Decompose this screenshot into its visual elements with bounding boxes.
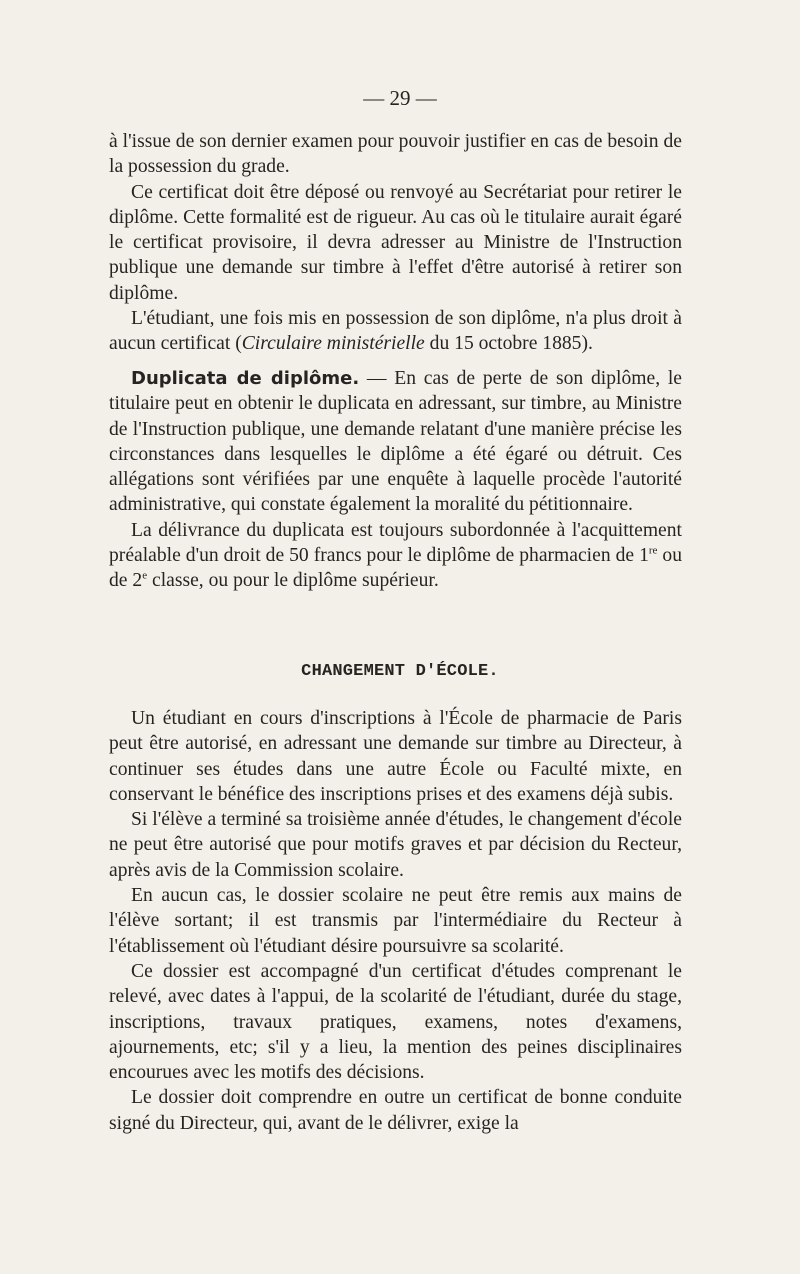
text-run: du 15 octobre 1885). <box>424 333 593 355</box>
text-run: — En cas de perte de son diplôme, le titulaire peut en obtenir le duplicata en adressant, sur timbre, au Ministre de l'Instruction publique, une demande relatant d'une manière précise les circonstances dans lesquelles le diplôme a été égaré ou détruit. Ces allégations sont vérifiées par une enquête à laquelle procède l'autorité administrative, qui constate également la moralité du pétitionnaire. <box>109 368 682 516</box>
duplicata-run-in-heading: Duplicata de diplôme. <box>131 368 360 389</box>
text-run: ou de 2 <box>109 545 682 592</box>
text-run: classe, ou pour le diplôme supérieur. <box>147 570 439 592</box>
paragraph-dossier-contents: Ce dossier est accompagné d'un certificat d'études comprenant le relevé, avec dates à l'appui, de la scolarité de l'étudiant, durée du stage, inscriptions, travaux pratiques, examens, notes d'examens, ajournements, etc; s'il y a lieu, la mention des peines disciplinaires encourues avec les motifs des décisions. <box>109 960 682 1084</box>
paragraph-duplicata-fee <box>109 518 682 594</box>
paragraph-certificate-deposit: Ce certificat doit être déposé ou renvoyé au Secrétariat pour retirer le diplôme. Cette formalité est de rigueur. Au cas où le titulaire aurait égaré le certificat provisoire, il devra adresser au Ministre de l'Instruction publique une demande sur timbre à l'effet d'être autorisé à retirer son diplôme. <box>109 181 682 304</box>
circular-citation: Circulaire ministérielle <box>241 333 425 355</box>
paragraph-duplicata <box>109 366 682 518</box>
text-run: La délivrance du duplicata est toujours subordonnée à l'acquittement préalable d'un droit de 50 francs pour le diplôme de pharmacien de 1 <box>109 519 682 567</box>
school-change-section <box>109 706 682 1136</box>
paragraph-transfer: Un étudiant en cours d'inscriptions à l'École de pharmacie de Paris peut être autorisé, en adressant une demande sur timbre au Directeur, à continuer ses études dans une autre École ou Faculté mixte, en conservant le bénéfice des inscriptions prises et des examens déjà subis. <box>109 708 682 805</box>
paragraph-continuation: à l'issue de son dernier examen pour pouvoir justifier en cas de besoin de la possession du grade. <box>109 131 682 178</box>
section-heading: CHANGEMENT D'ÉCOLE. <box>301 662 499 681</box>
superscript: e <box>142 569 148 582</box>
paragraph-dossier-transmission: En aucun cas, le dossier scolaire ne peut être remis aux mains de l'élève sortant; il est transmis par l'intermédiaire du Recteur à l'établissement où l'étudiant désire poursuivre sa scolarité. <box>109 885 682 957</box>
text-run: L'étudiant, une fois mis en possession de son diplôme, n'a plus droit à aucun certificat ( <box>109 308 682 355</box>
paragraph-conduct-certificate: Le dossier doit comprendre en outre un certificat de bonne conduite signé du Directeur, qui, avant de le délivrer, exige la <box>109 1087 682 1134</box>
superscript: re <box>648 544 658 557</box>
diploma-section-continuation <box>109 129 682 357</box>
paragraph-third-year: Si l'élève a terminé sa troisième année d'études, le changement d'école ne peut être autorisé que pour motifs graves et par décision du Recteur, après avis de la Commission scolaire. <box>109 809 682 881</box>
duplicata-section <box>109 366 682 594</box>
paragraph-no-certificate <box>109 306 682 357</box>
page-number: — 29 — <box>363 86 437 110</box>
